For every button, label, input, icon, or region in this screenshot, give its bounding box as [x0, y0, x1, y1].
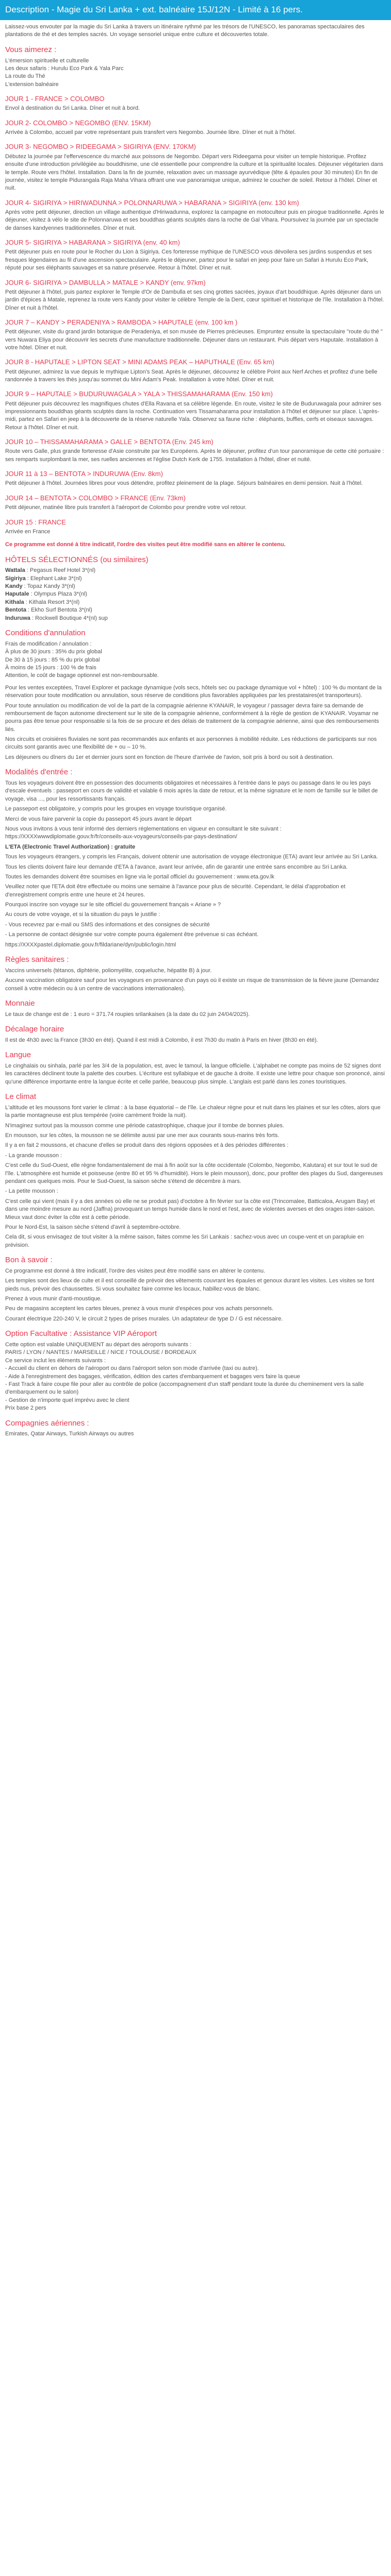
day-text: Petit déjeuner, admirez la vue depuis le mythique Lipton's Seat. Après le déjeuner, découvrez le célèbre Point aux Nerf Arches et profitez d'une belle randonnée à travers les thés jusqu'au sommet du Mini Adam's Peak. Installation à votre hôtel. Dîner et nuit. — [5, 368, 378, 383]
hotel-name: Pegasus Reef Hotel 3*(nl) — [29, 567, 96, 574]
sanitaires-title: Règles sanitaires : — [5, 955, 69, 964]
modalites-paragraph: Le passeport est obligatoire, y compris pour les groupes en voyage touristique organisé. — [5, 806, 227, 812]
bon-savoir-paragraphs — [5, 1267, 386, 1323]
annulation-line: À moins de 15 jours : 100 % de frais — [5, 664, 96, 671]
vous-aimerez-list — [5, 57, 386, 89]
hotel-name: Kithala Resort 3*(nl) — [28, 599, 80, 605]
day-text: Petit déjeuner puis découvrez les magnifiques chutes d'Ella Ravana et sa célèbre légende. En route, visitez le site de Buduruwagala pour admirer ses impressionnants bouddhas géants sculptés dans la roche. Continuation vers Tissamaharama pour installation à l'hôtel et déjeuner sur place. L'après-midi, partez en Safari en jeep à la découverte de la réserve naturelle Yala. Observez sa faune riche : éléphants, buffles, cerfs et oiseaux sauvages. Retour à l'hôtel. Dîner et nuit. — [5, 400, 382, 431]
annulation-paragraph: Pour les ventes exceptées, Travel Explorer et package dynamique (vols secs, hôtels sec ou package dynamique vol + hôtel) : 100 % du montant de la réservation pour toute modification ou annulation, sous réserve de conditions plus favorables appliquées par les prestataires(et transporteurs). — [5, 684, 382, 699]
annulation-line: Frais de modification / annulation : — [5, 640, 92, 647]
assistance-paragraph: PARIS / LYON / NANTES / MARSEILLE / NICE / TOULOUSE / BORDEAUX — [5, 1349, 197, 1356]
hotel-name: Elephant Lake 3*(nl) — [30, 575, 82, 582]
vous-aimerez-title: Vous aimerez : — [5, 45, 57, 54]
list-item: L'extension balnéaire — [5, 81, 59, 88]
annulation-line: De 30 à 15 jours : 85 % du prix global — [5, 656, 100, 663]
assistance-paragraph: - Accueil du client en dehors de l'aéroport ou dans l'aéroport selon son mode d'arrivée (taxi ou autre). — [5, 1365, 259, 1372]
page-title: Description - Magie du Sri Lanka + ext. balnéaire 15J/12N - Limité à 16 pers. — [5, 5, 303, 14]
ariane-link[interactable]: https://XXXXpastel.diplomatie.gouv.fr/fildariane/dyn/public/login.html — [5, 941, 176, 948]
modalites-subtitle: L'ETA (Electronic Travel Authorization) : gratuite — [5, 843, 136, 850]
modalites-title: Modalités d'entrée : — [5, 768, 73, 777]
hotels-title: HÔTELS SÉLECTIONNÉS (ou similaires) — [5, 555, 149, 564]
modalites-paragraph: Toutes les demandes doivent être soumises en ligne via le portail officiel du gouvernement : www.eta.gov.lk — [5, 873, 274, 880]
bon-savoir-title: Bon à savoir : — [5, 1256, 53, 1265]
climat-title: Le climat — [5, 1092, 37, 1101]
hotel-name: Topaz Kandy 3*(nl) — [27, 583, 75, 590]
hotel-row: Bentota : Ekho Surf Bentota 3*(nl) — [5, 607, 92, 614]
assistance-paragraph: - Aide à l'enregistrement des bagages, vérification, édition des cartes d'embarquement et bagages vers faire la queue — [5, 1373, 300, 1380]
climat-paragraph: - La grande mousson : — [5, 1152, 62, 1159]
modalites-paragraph: - Vous recevrez par e-mail ou SMS des informations et des consignes de sécurité — [5, 921, 210, 928]
modalites-paragraph: Merci de vous faire parvenir la copie du passeport 45 jours avant le départ — [5, 816, 192, 822]
hotel-row: Kandy : Topaz Kandy 3*(nl) — [5, 583, 75, 590]
assistance-paragraph: Cette option est valable UNIQUEMENT au départ des aéroports suivants : — [5, 1342, 192, 1348]
assistance-paragraph: - Fast Track à faire coupe file pour aller au contrôle de police (accompagnement d'un staff pendant toute la durée du cheminement vers la salle d'embarquement ou le salon) — [5, 1381, 364, 1396]
day-title: JOUR 6- SIGIRIYA > DAMBULLA > MATALE > KANDY (env. 97km) — [5, 278, 206, 286]
hotel-place: Bentota — [5, 607, 26, 614]
assistance-paragraphs — [5, 1341, 386, 1413]
hotel-name: Olympus Plaza 3*(nl) — [34, 591, 87, 598]
sanitaires-paragraph: Aucune vaccination obligatoire sauf pour les voyageurs en provenance d'un pays où il existe un risque de transmission de la fièvre jaune (Demandez conseil à votre médecin ou à un centre de vaccinations internationales). — [5, 977, 379, 992]
modalites-paragraphs — [5, 779, 386, 949]
day-title: JOUR 11 à 13 – BENTOTA > INDURUWA (Env. 8km) — [5, 470, 163, 478]
day-text: Petit déjeuner, visite du grand jardin botanique de Peradeniya, et son musée de Pierres précieuses. Empruntez ensuite la spectaculaire "route du thé " vers Nuwara Eliya pour découvrir les secrets d'une manufacture traditionnelle. Déjeuner dans un restaurant. Puis départ vers Haputale. Installation à votre hôtel. Dîner et nuit. — [5, 329, 383, 351]
day-title: JOUR 5- SIGIRIYA > HABARANA > SIGIRIYA (env. 40 km) — [5, 239, 180, 247]
decalage-text: Il est de 4h30 avec la France (3h30 en été). Quand il est midi à Colombo, il est 7h30 du matin à Paris en hiver (8h30 en été). — [5, 1037, 318, 1043]
annulation-title: Conditions d'annulation — [5, 629, 86, 638]
langue-text: Le cinghalais ou sinhala, parlé par les 3/4 de la population, est, avec le tamoul, la langue officielle. L'alphabet ne compte pas moins de 52 signes dont les caractères déclinent toute la palette des courbes. L'écriture est syllabique et de gauche à droite. Il existe une lettre pour chaque son prononcé, ainsi qu'une différence importante entre la langue écrite et celle parlée, beaucoup plus simple. L'anglais est parlé dans les zones touristiques. — [5, 1062, 385, 1085]
hotel-row: Kithala : Kithala Resort 3*(nl) — [5, 599, 80, 605]
assistance-paragraph: - Gestion de n'importe quel imprévu avec le client — [5, 1397, 129, 1403]
hotel-place: Sigiriya — [5, 575, 26, 582]
hotel-place: Kithala — [5, 599, 24, 605]
monnaie-text: Le taux de change est de : 1 euro = 371.74 roupies srilankaises (à la date du 02 juin 24/04/2025). — [5, 1011, 250, 1018]
day-title: JOUR 2- COLOMBO > NEGOMBO (ENV. 15KM) — [5, 118, 151, 127]
list-item: L'émersion spirituelle et culturelle — [5, 57, 89, 64]
climat-paragraphs — [5, 1104, 386, 1249]
day-title: JOUR 1 - FRANCE > COLOMBO — [5, 95, 105, 103]
annulation-paragraph: Pour toute annulation ou modification de vol de la part de la compagnie aérienne KYANAIR, le voyageur / passager devra faire sa demande de remboursement de façon autonome directement sur le site de la compagnie aérienne, conformément à la règle de gestion de KYANAIR. Voyamar ne pourra pas être tenue pour responsable si la fois de se procure et des délais de traitement de la compagnie aérienne, ainsi que des remboursements liés. — [5, 702, 379, 733]
climat-paragraph: En mousson, sur les côtes, la mousson ne se délimite aussi par une mer aux courants sous-marins très forts. — [5, 1132, 280, 1139]
modalites-paragraph: Pourquoi inscrire son voyage sur le site officiel du gouvernement français « Ariane » ? — [5, 902, 221, 908]
day-text: Petit déjeuner à l'hôtel, puis partez explorer le Temple d'Or de Dambulla et ses cinq grottes sacrées, joyaux d'art bouddhique. Après déjeuner dans un jardin d'épices à Matale, reprenez la route vers Kandy pour visiter le célèbre Temple de la Dent, cœur spirituel et historique de l'île. Installation à l'hôtel. Dîner et nuit à l'hôtel. — [5, 289, 384, 311]
itinerary — [5, 95, 386, 536]
day-text: Petit déjeuner à l'hôtel. Journées libres pour vous détendre, profitez pleinement de la plage. Séjours balnéaires en demi pension. Nuit à l'hôtel. — [5, 480, 363, 487]
annulation-line: À plus de 30 jours : 35% du prix global — [5, 649, 102, 655]
sanitaires-paragraphs — [5, 967, 386, 993]
list-item: Les deux safaris : Hurulu Eco Park & Yala Parc — [5, 65, 124, 72]
hotel-place: Kandy — [5, 583, 23, 590]
day-text: Petit déjeuner, matinée libre puis transfert à l'aéroport de Colombo pour prendre votre vol retour. — [5, 504, 247, 511]
hotel-row: Induruwa : Rockwell Boutique 4*(nl) sup — [5, 615, 108, 621]
hotel-place: Induruwa — [5, 615, 30, 621]
day-title: JOUR 10 – THISSAMAHARAMA > GALLE > BENTOTA (Env. 245 km) — [5, 438, 214, 446]
day-text: Route vers Galle, plus grande forteresse d'Asie construite par les Européens. Après le déjeuner, profitez d'un tour panoramique de cette cité portuaire : ses remparts surplombant la mer, ses ruelles anciennes et l'église Dutch Kerk de 1755. Installation à l'hôtel, dîner et nuité. — [5, 448, 384, 463]
hotel-row: Haputale : Olympus Plaza 3*(nl) — [5, 591, 87, 598]
annulation-paragraph: Nos circuits et croisières fluviales ne sont pas recommandés aux enfants et aux personnes à mobilité réduite. Les réductions de participants sur nos circuits sont garantis avec une flexibilité de + ou – 10 %. — [5, 736, 377, 751]
day-text: Arrivée en France — [5, 528, 51, 535]
day-title: JOUR 3- NEGOMBO > RIDEEGAMA > SIGIRIYA (ENV. 170KM) — [5, 143, 196, 151]
day-text: Petit déjeuner puis en route pour le Rocher du Lion à Sigiriya. Ces forteresse mythique de l'UNESCO vous dévoilera ses jardins suspendus et ses fresques légendaires au fil d'une ascension spectaculaire. Après le déjeuner, partez pour le safari en jeep pour faire un Safari à Hurulu Eco Park, réputé pour ses éléphants sauvages et sa nature préservée. Retour à l'hôtel. Dîner et nuit. — [5, 249, 372, 272]
hotel-name: Rockwell Boutique 4*(nl) sup — [35, 615, 108, 621]
climat-paragraph: Cela dit, si vous envisagez de tout visiter à la même saison, faites comme les Sri Lankais : sachez-vous avec un coupe-vent et un parapluie en prévision. — [5, 1234, 364, 1248]
climat-paragraph: Pour le Nord-Est, la saison sèche s'étend d'avril à septembre-octobre. — [5, 1224, 181, 1230]
sanitaires-paragraph: Vaccins universels (tétanos, diphtérie, poliomyélite, coqueluche, hépatite B) à jour. — [5, 967, 212, 974]
bon-savoir-paragraph: Peu de magasins acceptent les cartes bleues, prenez à vous munir d'espèces pour vos achats personnels. — [5, 1306, 274, 1312]
bon-savoir-paragraph: Ce programme est donné à titre indicatif, l'ordre des visites peut être modifié sans en altérer le contenu. — [5, 1267, 266, 1274]
assistance-paragraph: Prix base 2 pers — [5, 1405, 46, 1412]
climat-paragraph: C'est celle du Sud-Ouest, elle règne fondamentalement de mai à fin août sur la côte occidentale (Colombo, Negombo, Kalutara) et sur tout le sud de l'île. L'atmosphère est humide et poisseuse (entre 80 et 95 % d'humidité). Hors le plein mousson), donc, pour profiter des plages du Sud, dangereuses pendant ces quelques mois. Pour le Sud-Ouest, la saison sèche s'étend de décembre à mars. — [5, 1162, 383, 1185]
modalites-paragraph: Tous les voyageurs doivent être en possession des documents obligatoires et nécessaires à l'entrée dans le pays ou passage dans le ou les pays d'escale éventuels : passeport en cours de validité et valable 6 mois après la date de retour, et la même signature et le nom de famille sur le billet de voyage, visa ..., pour les ressortissants français. — [5, 780, 378, 802]
assistance-title: Option Facultative : Assistance VIP Aéroport — [5, 1329, 157, 1338]
day-text: Après votre petit déjeuner, direction un village authentique d'Hiriwadunna, explorez la campagne en motoculteur puis en pirogue traditionnelle. Après le déjeuner, visitez à vélo le site de Polonnaruwa et ses bouddhas géants sculptés dans la roche de Gal Vihara. Poursuivez la journée par un spectacle de danses kandyennes traditionnelles. Dîner et nuit. — [5, 209, 384, 231]
day-title: JOUR 15 : FRANCE — [5, 518, 66, 526]
compagnies-text: Emirates, Qatar Airways, Turkish Airways ou autres — [5, 1431, 134, 1437]
climat-paragraph: L'altitude et les moussons font varier le climat : à la base équatorial – de l'île. Le chaleur règne pour et nuit dans les plaines et sur les côtes, alors que la partie montagneuse est plus tempérée (voire carrément froide la nuit). — [5, 1104, 381, 1119]
annulation-paragraphs — [5, 684, 386, 762]
bon-savoir-paragraph: Prenez à vous munir d'anti-moustique. — [5, 1296, 102, 1302]
modalites-paragraph: Veuillez noter que l'ETA doit être effectuée ou moins une semaine à l'avance pour plus de sécurité. Cependant, le délai d'approbation et d'enregistrement compris entre une heure et 24 heures. — [5, 884, 346, 898]
list-item: La route du Thé — [5, 73, 45, 80]
day-title: JOUR 9 – HAPUTALE > BUDURUWAGALA > YALA > THISSAMAHARAMA (Env. 150 km) — [5, 390, 273, 398]
day-text: Débutez la journée par l'effervescence du marché aux poissons de Negombo. Départ vers Rideegama pour visiter un temple historique. Profitez ensuite d'une introduction privilégiée au bouddhisme, une clé essentielle pour comprendre la culture et la spiritualité locales. Déjeuner végétarien dans le temple. Route vers l'hôtel. Installation. Dans la fin de journée, relaxation avec un massage ayurvédique (tête & épaules pour 30 minutes) En fin de journée, visitez le temple Pidurangala Raja Maha Vihara offrant une vue panoramique unique, admirez le coucher de soleil. Retour à l'hôtel. Dîner et nuit. — [5, 153, 383, 192]
hotel-row: Wattala : Pegasus Reef Hotel 3*(nl) — [5, 567, 96, 574]
annulation-paragraph: Les déjeuners ou dîners du 1er et dernier jours sont en fonction de l'heure d'arrivée de l'avion, soit pris à bord ou soit à destination. — [5, 754, 334, 760]
decalage-title: Décalage horaire — [5, 1025, 64, 1034]
program-notice: Ce programme est donné à titre indicatif, l'ordre des visites peut être modifié sans en altérer le contenu. — [5, 541, 286, 548]
hotel-place: Wattala — [5, 567, 25, 574]
monnaie-title: Monnaie — [5, 998, 35, 1008]
annulation-lines — [5, 640, 386, 680]
modalites-paragraph: - La personne de contact désignée sur votre compte pourra également être prévenue si cas échéant. — [5, 931, 259, 938]
hotel-name: Ekho Surf Bentota 3*(nl) — [31, 607, 92, 614]
annulation-line: Attention, le coût de bagage optionnel est non-remboursable. — [5, 672, 159, 679]
compagnies-title: Compagnies aériennes : — [5, 1418, 89, 1428]
day-text: Envol à destination du Sri Lanka. Dîner et nuit à bord. — [5, 105, 140, 112]
langue-title: Langue — [5, 1050, 31, 1060]
climat-paragraph: C'est celle qui vient (mais il y a des années où elle ne se produit pas) d'octobre à fin février sur la côte est (Trincomalee, Batticaloa, Arugam Bay) et dans une moindre mesure au nord (Jaffna) provoquant un temps humide dans le nord et l'est, avec de violentes averses et des orages inter-saison. Mieux vaut donc éviter la côte est à cette période. — [5, 1198, 376, 1221]
hotel-place: Haputale — [5, 591, 29, 598]
bon-savoir-paragraph: Courant électrique 220-240 V, le circuit 2 types de prises murales. Un adaptateur de type D / G est nécessaire. — [5, 1315, 283, 1322]
modalites-paragraph: Nous vous invitons à vous tenir informé des derniers réglementations en vigueur en consultant le site suivant : https://XXXXwwwdiplomatie.gouv.fr/fr/conseils-aux-voyageurs/conseils-par-pays-destination/ — [5, 825, 282, 840]
hotel-row: Sigiriya : Elephant Lake 3*(nl) — [5, 575, 82, 582]
page-banner — [0, 0, 391, 20]
assistance-paragraph: Ce service inclut les éléments suivants : — [5, 1357, 106, 1364]
day-title: JOUR 8 - HAPUTALE > LIPTON SEAT > MINI ADAMS PEAK – HAPUTHALE (Env. 65 km) — [5, 358, 274, 366]
climat-paragraph: N'imaginez surtout pas la mousson comme une période catastrophique, chaque jour il tombe de bonnes pluies. — [5, 1122, 284, 1129]
bon-savoir-paragraph: Les temples sont des lieux de culte et il est conseillé de prévoir des vêtements couvrant les épaules et genoux durant les visites. Les visites se font pieds nus, prévoir des chaussettes. Si vous souhaitez faire comme les locaux, habillez-vous de blanc. — [5, 1278, 374, 1292]
day-text: Arrivée à Colombo, accueil par votre représentant puis transfert vers Negombo. Journée libre. Dîner et nuit à l'hôtel. — [5, 129, 296, 136]
modalites-paragraph: Tous les voyageurs étrangers, y compris les Français, doivent obtenir une autorisation de voyage électronique (ETA) avant leur arrivée au Sri Lanka. — [5, 854, 378, 860]
hotels-list — [5, 567, 386, 622]
day-title: JOUR 4- SIGIRIYA > HIRIWADUNNA > POLONNARUWA > HABARANA > SIGIRIYA (env. 130 km) — [5, 198, 299, 207]
day-title: JOUR 7 – KANDY > PERADENIYA > RAMBODA > HAPUTALE (env. 100 km ) — [5, 318, 238, 326]
modalites-paragraph: Tous les clients doivent faire leur demande d'ETA à l'avance, avant leur arrivée, afin de garantir une entrée sans encombre au Sri Lanka. — [5, 863, 348, 870]
intro-text: Laissez-vous envouter par la magie du Sri Lanka à travers un itinéraire rythmé par les trésors de l'UNESCO, les panoramas spectaculaires des plantations de thé et des temples sacrés. Un voyage sensoriel unique entre culture et découvertes totale. — [5, 24, 365, 38]
day-title: JOUR 14 – BENTOTA > COLOMBO > FRANCE (Env. 73km) — [5, 494, 186, 502]
modalites-paragraph: Au cours de votre voyage, et si la situation du pays le justifie : — [5, 911, 160, 918]
content — [0, 23, 391, 1438]
climat-paragraph: - La petite mousson : — [5, 1188, 58, 1195]
climat-paragraph: Il y a en fait 2 moussons, et chacune d'elles se produit dans des régions opposées et à des périodes différentes : — [5, 1142, 289, 1149]
